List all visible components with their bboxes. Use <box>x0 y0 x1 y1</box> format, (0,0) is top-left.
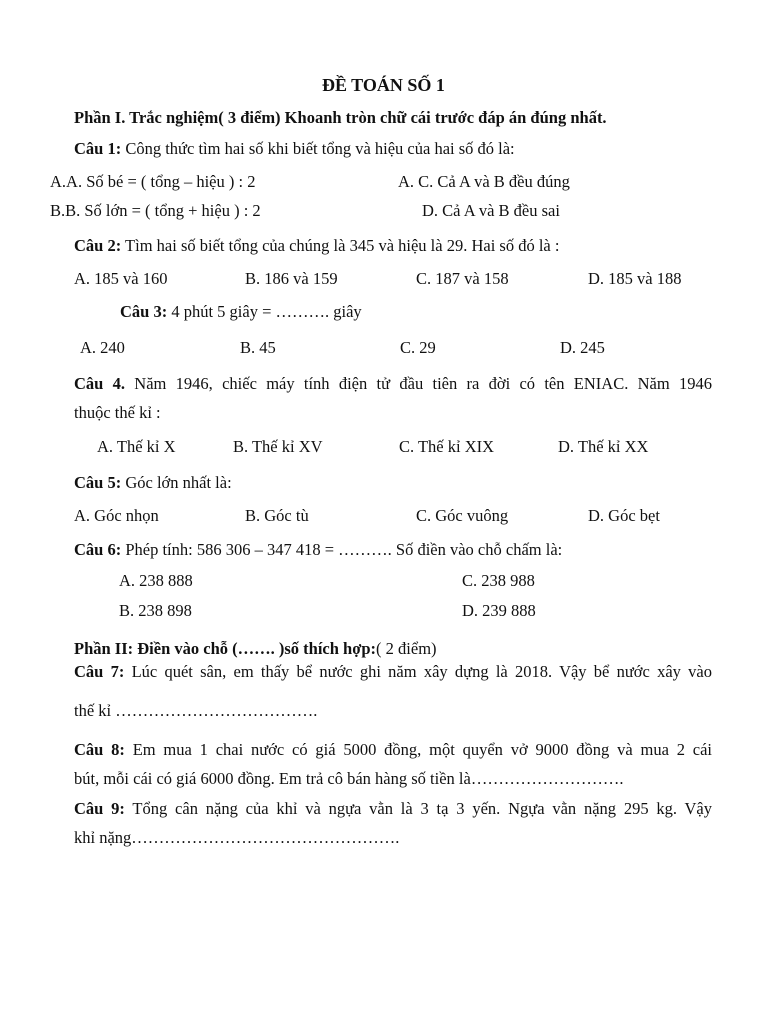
question-label: Câu 4. <box>74 374 126 393</box>
question-text: Lúc quét sân, em thấy bể nước ghi năm xây dựng là 2018. Vậy bể nước xây vào <box>124 662 712 681</box>
q3-option-b: B. 45 <box>240 338 276 357</box>
question-3 <box>120 302 362 322</box>
q2-option-c: C. 187 và 158 <box>416 269 509 288</box>
q6-option-b: B. 238 898 <box>119 601 192 620</box>
q3-option-d: D. 245 <box>560 338 605 357</box>
question-2 <box>74 236 559 256</box>
q5-option-d: D. Góc bẹt <box>588 506 660 525</box>
q1-option-d: D. Cả A và B đều sai <box>422 201 560 220</box>
part2-heading <box>74 639 437 659</box>
q6-option-c: C. 238 988 <box>462 571 535 590</box>
q4-option-b: B. Thế kỉ XV <box>233 437 323 456</box>
part1-heading <box>74 108 607 128</box>
q1-option-c: A. C. Cả A và B đều đúng <box>398 172 570 191</box>
question-label: Câu 6: <box>74 540 122 559</box>
q4-option-a: A. Thế kỉ X <box>97 437 176 456</box>
q2-option-d: D. 185 và 188 <box>588 269 682 288</box>
q3-option-c: C. 29 <box>400 338 436 357</box>
q4-option-d: D. Thế kỉ XX <box>558 437 649 456</box>
question-9 <box>74 799 712 819</box>
q1-option-a: A.A. Số bé = ( tổng – hiệu ) : 2 <box>50 172 256 191</box>
question-4-continued: thuộc thế kỉ : <box>74 403 161 422</box>
question-label: Câu 2: <box>74 236 122 255</box>
question-text: Em mua 1 chai nước có giá 5000 đồng, một quyển vở 9000 đồng và mua 2 cái <box>124 740 712 759</box>
question-text: 4 phút 5 giây = ………. giây <box>167 302 362 321</box>
part2-points: ( 2 điểm) <box>376 639 437 658</box>
question-label: Câu 7: <box>74 662 125 681</box>
q6-option-a: A. 238 888 <box>119 571 193 590</box>
q2-option-b: B. 186 và 159 <box>245 269 338 288</box>
question-1 <box>74 139 515 159</box>
page-title: ĐỀ TOÁN SỐ 1 <box>322 75 445 95</box>
question-text: Tìm hai số biết tổng của chúng là 345 và hiệu là 29. Hai số đó là : <box>121 236 560 255</box>
q5-option-b: B. Góc tù <box>245 506 309 525</box>
question-text: Năm 1946, chiếc máy tính điện tử đầu tiên ra đời có tên ENIAC. Năm 1946 <box>125 374 712 393</box>
question-text: Tổng cân nặng của khỉ và ngựa vằn là 3 tạ 3 yến. Ngựa vằn nặng 295 kg. Vậy <box>124 799 713 818</box>
question-label: Câu 9: <box>74 799 125 818</box>
q5-option-a: A. Góc nhọn <box>74 506 159 525</box>
question-7 <box>74 662 712 682</box>
question-label: Câu 1: <box>74 139 122 158</box>
question-5 <box>74 473 232 493</box>
q1-option-b: B.B. Số lớn = ( tổng + hiệu ) : 2 <box>50 201 261 220</box>
question-text: Phép tính: 586 306 – 347 418 = ………. Số điền vào chỗ chấm là: <box>121 540 563 559</box>
question-7-blank: thế kỉ ………………………………. <box>74 701 318 720</box>
question-6 <box>74 540 562 560</box>
question-label: Câu 3: <box>120 302 168 321</box>
question-text: Công thức tìm hai số khi biết tổng và hiệu của hai số đó là: <box>121 139 515 158</box>
question-label: Câu 5: <box>74 473 122 492</box>
part2-heading-text: Phần II: Điền vào chỗ (……. )số thích hợp: <box>74 639 377 658</box>
question-8 <box>74 740 712 760</box>
part1-heading-text: Phần I. Trắc nghiệm( 3 điểm) Khoanh tròn chữ cái trước đáp án đúng nhất. <box>74 108 607 127</box>
q6-option-d: D. 239 888 <box>462 601 536 620</box>
question-9-continued: khỉ nặng…………………………………………. <box>74 828 400 847</box>
question-text: Góc lớn nhất là: <box>121 473 232 492</box>
q3-option-a: A. 240 <box>80 338 125 357</box>
q4-option-c: C. Thế kỉ XIX <box>399 437 495 456</box>
question-4 <box>74 374 712 394</box>
q5-option-c: C. Góc vuông <box>416 506 509 525</box>
question-8-continued: bút, mỗi cái có giá 6000 đồng. Em trả cô bán hàng số tiền là………………………. <box>74 769 624 788</box>
q2-option-a: A. 185 và 160 <box>74 269 168 288</box>
question-label: Câu 8: <box>74 740 125 759</box>
